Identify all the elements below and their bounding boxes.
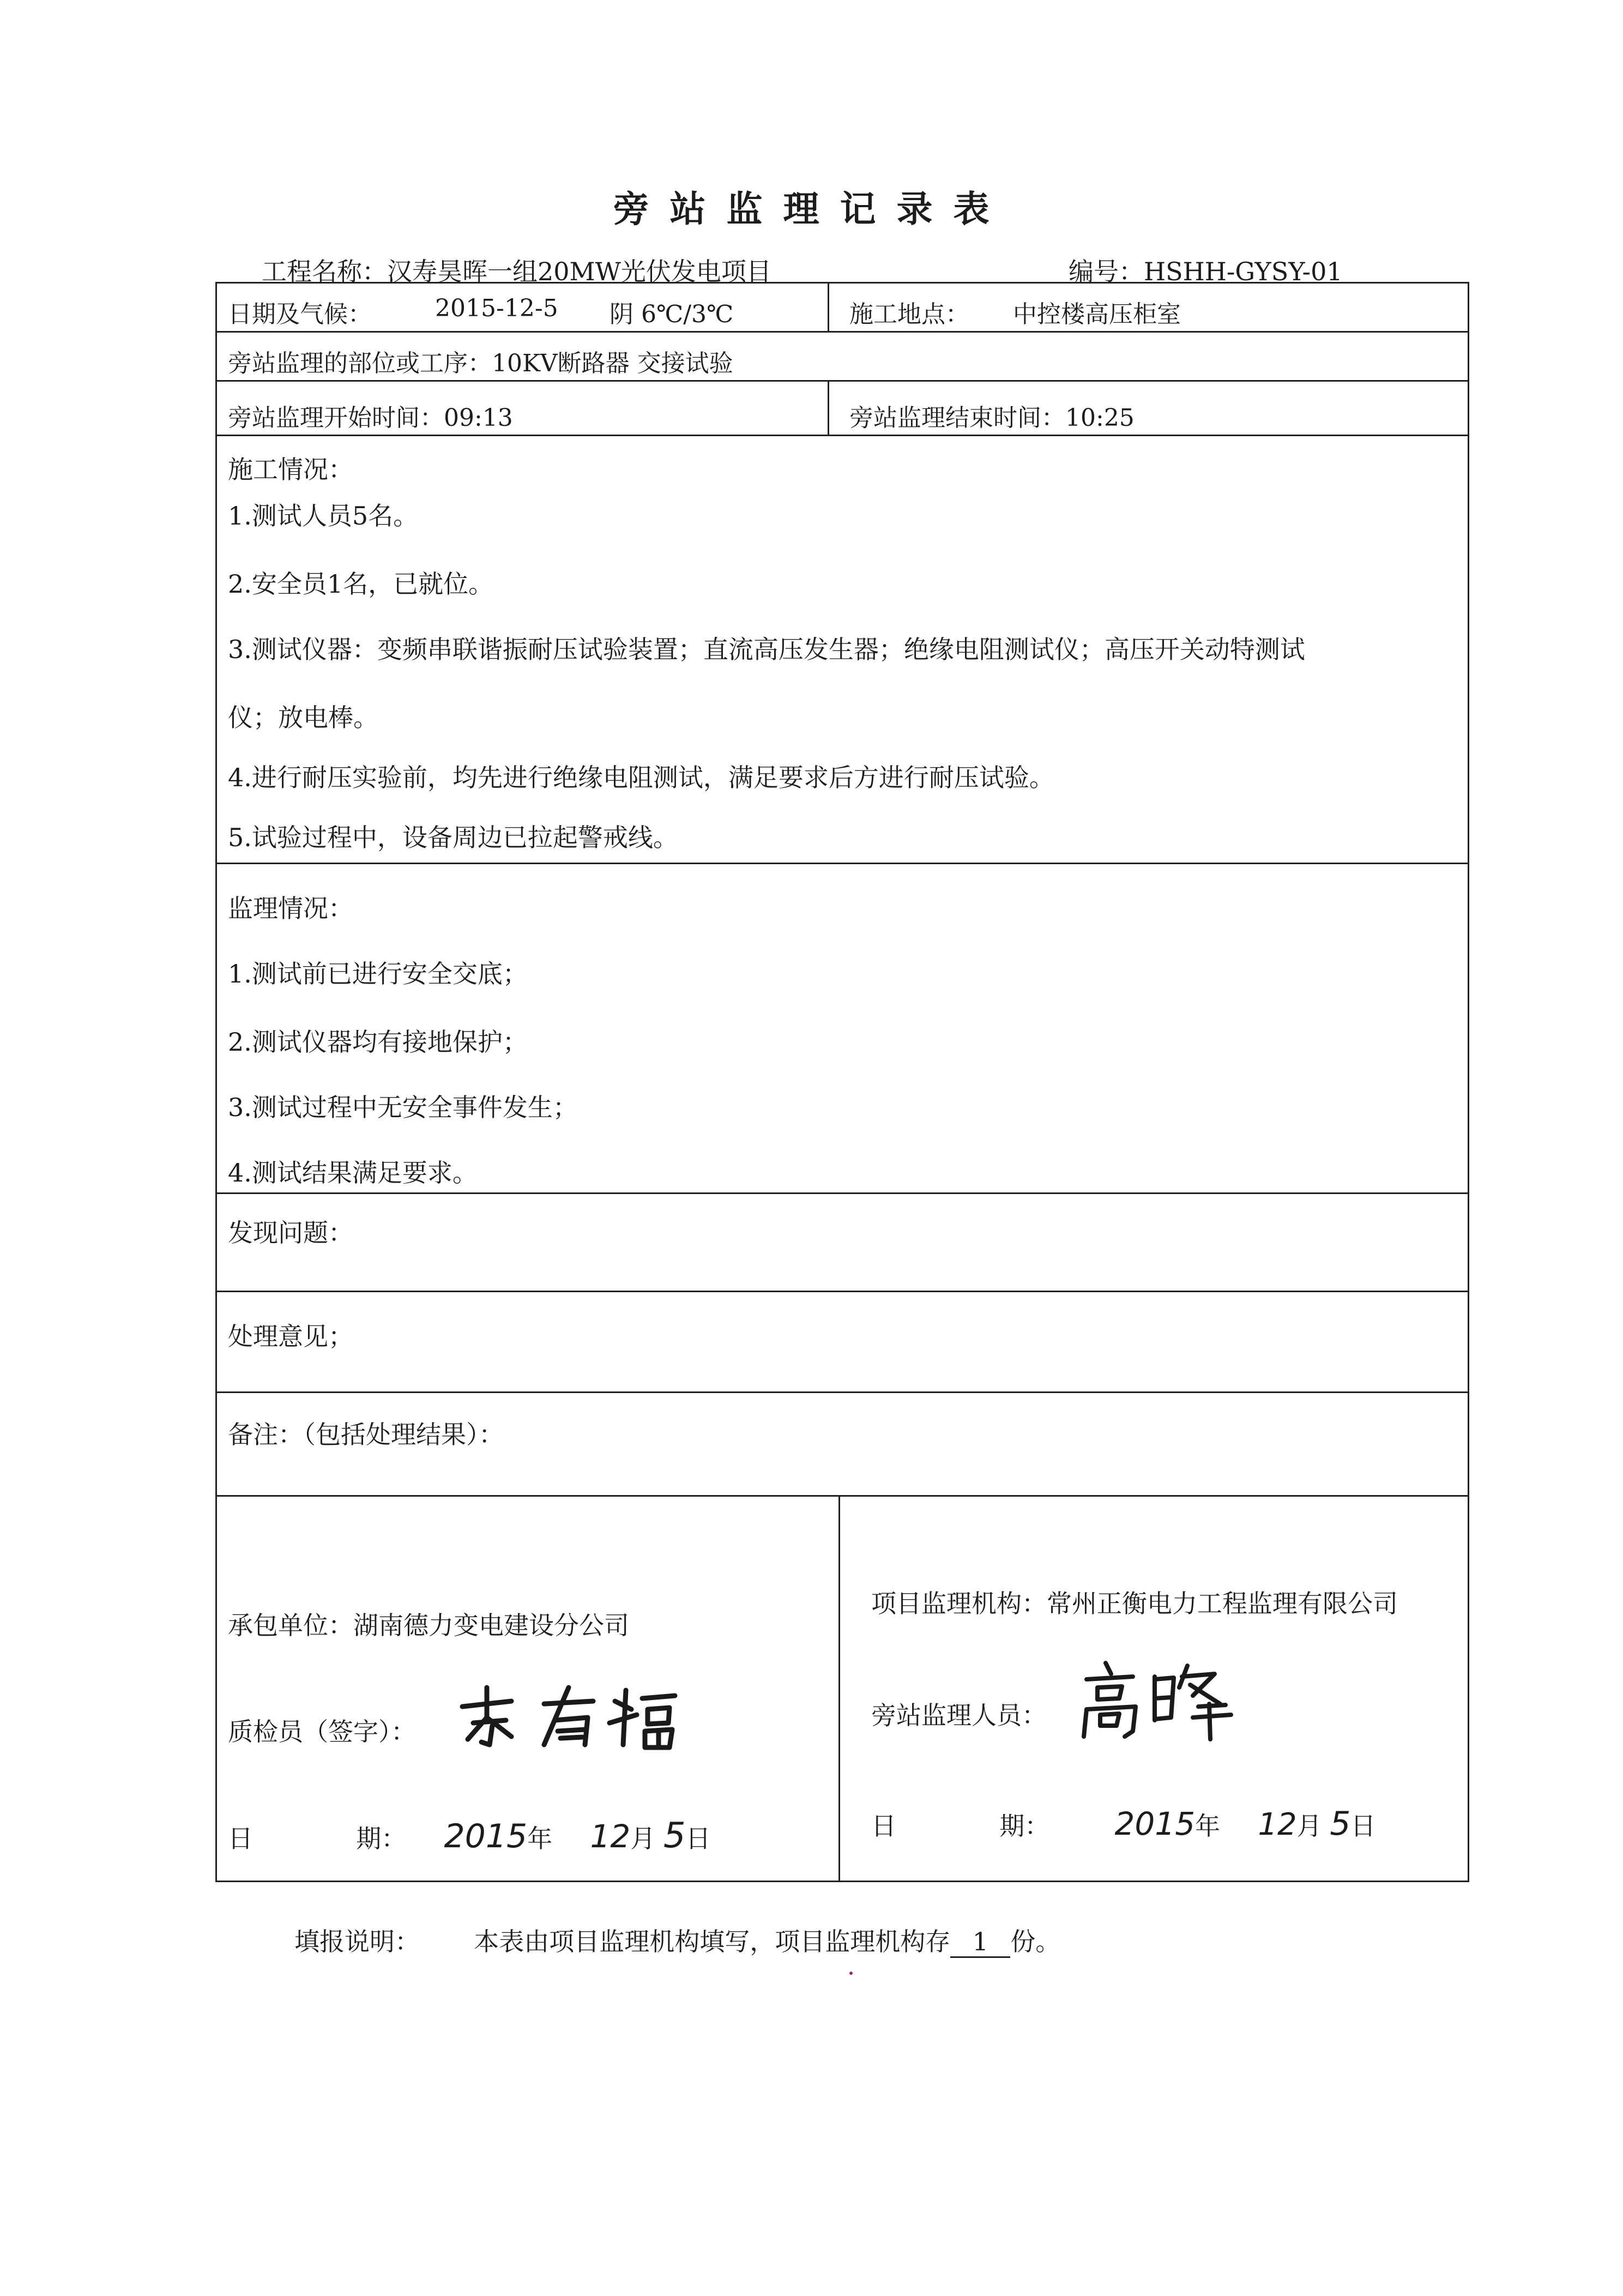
project-name-value: 汉寿昊晖一组20MW光伏发电项目 (387, 257, 771, 286)
end-time (849, 398, 1135, 433)
process-value: 10KV断路器 交接试验 (492, 349, 733, 377)
supervision-item: 3.测试过程中无安全事件发生； (228, 1093, 578, 1122)
site-label: 施工地点： (849, 300, 969, 328)
supervision-item: 2.测试仪器均有接地保护； (228, 1027, 528, 1057)
date-value: 2015-12-5 (435, 294, 558, 322)
column-divider (828, 382, 829, 435)
construction-item: 5.试验过程中，设备周边已拉起警戒线。 (228, 823, 678, 852)
date-label: 期： (356, 1824, 407, 1853)
process-label: 旁站监理的部位或工序： (228, 349, 492, 377)
date-weather-label: 日期及气候： (228, 300, 372, 328)
contractor-unit-label: 承包单位： (228, 1611, 353, 1640)
footer-count: 1 (950, 1927, 1010, 1958)
handwritten-year: 2015 (444, 1817, 528, 1855)
supervisor-org (871, 1584, 1398, 1620)
date-label: 日 (871, 1811, 896, 1841)
signature-stroke-icon (1073, 1655, 1247, 1742)
start-time-value: 09:13 (444, 404, 513, 432)
section-supervision (215, 863, 1469, 1192)
start-time-label: 旁站监理开始时间： (228, 404, 444, 432)
handwritten-month: 12 (590, 1818, 631, 1855)
contractor-date (228, 1816, 711, 1856)
issues-label: 发现问题： (228, 1218, 353, 1248)
project-name-label: 工程名称： (262, 257, 387, 286)
footer-text-end: 份。 (1010, 1927, 1061, 1956)
construction-item: 1.测试人员5名。 (228, 501, 419, 531)
row-date-site (215, 282, 1469, 331)
construction-item: 2.安全员1名，已就位。 (228, 569, 494, 599)
footer-note (294, 1922, 1060, 1958)
construction-item: 4.进行耐压实验前，均先进行绝缘电阻测试，满足要求后方进行耐压试验。 (228, 763, 1054, 792)
year-char: 年 (1195, 1811, 1221, 1841)
start-time (228, 398, 513, 433)
supervisor-signature (1073, 1655, 1247, 1744)
contractor-unit (228, 1606, 629, 1642)
supervision-item: 1.测试前已进行安全交底； (228, 959, 528, 989)
row-time (215, 380, 1469, 435)
supervisor-org-label: 项目监理机构： (871, 1589, 1047, 1618)
weather-value: 阴 6℃/3℃ (610, 300, 734, 328)
row-process (215, 331, 1469, 380)
supervision-item: 4.测试结果满足要求。 (228, 1158, 478, 1188)
section-remarks (215, 1391, 1469, 1495)
footer-text: 本表由项目监理机构填写，项目监理机构存 (474, 1927, 951, 1956)
end-time-value: 10:25 (1065, 404, 1135, 432)
section-issues (215, 1192, 1469, 1291)
handwritten-year: 2015 (1114, 1805, 1196, 1842)
handwritten-month: 12 (1258, 1807, 1297, 1842)
date-label: 期： (999, 1811, 1050, 1841)
day-char: 日 (685, 1824, 711, 1853)
end-time-label: 旁站监理结束时间： (849, 404, 1065, 432)
month-char: 月 (630, 1824, 656, 1853)
section-construction (215, 435, 1469, 863)
serial-number-label: 编号： (1069, 257, 1144, 286)
signature-stroke-icon (451, 1679, 686, 1750)
ink-speck (849, 1972, 853, 1975)
section-opinion (215, 1291, 1469, 1391)
site-value: 中控楼高压柜室 (1013, 300, 1181, 328)
inspector-label: 质检员（签字）： (228, 1717, 416, 1746)
record-form (215, 282, 1469, 1918)
opinion-label: 处理意见； (228, 1322, 353, 1351)
column-divider (838, 1497, 840, 1881)
document-title: 旁站监理记录表 (613, 188, 1010, 230)
month-char: 月 (1296, 1811, 1322, 1841)
date-label: 日 (228, 1824, 253, 1853)
supervisor-org-value: 常州正衡电力工程监理有限公司 (1047, 1589, 1398, 1618)
day-char: 日 (1350, 1811, 1376, 1841)
contractor-unit-value: 湖南德力变电建设分公司 (353, 1611, 629, 1640)
handwritten-day: 5 (1330, 1805, 1351, 1843)
section-signatures (215, 1495, 1469, 1882)
inspector-signature (451, 1679, 686, 1752)
construction-label: 施工情况： (228, 455, 353, 484)
supervision-label: 监理情况： (228, 894, 353, 923)
column-divider (828, 284, 829, 331)
supervisor-date (871, 1805, 1375, 1843)
handwritten-day: 5 (663, 1816, 686, 1856)
year-char: 年 (527, 1824, 553, 1853)
construction-item: 3.测试仪器：变频串联谐振耐压试验装置；直流高压发生器；绝缘电阻测试仪；高压开关动特测试 (228, 635, 1305, 664)
remarks-label: 备注：（包括处理结果）： (228, 1420, 504, 1449)
footer-label: 填报说明： (294, 1927, 420, 1956)
serial-number-value: HSHH-GYSY-01 (1144, 257, 1343, 286)
supervisor-person-label: 旁站监理人员： (871, 1701, 1047, 1730)
process (228, 344, 733, 378)
construction-item: 仪；放电棒。 (228, 703, 378, 732)
